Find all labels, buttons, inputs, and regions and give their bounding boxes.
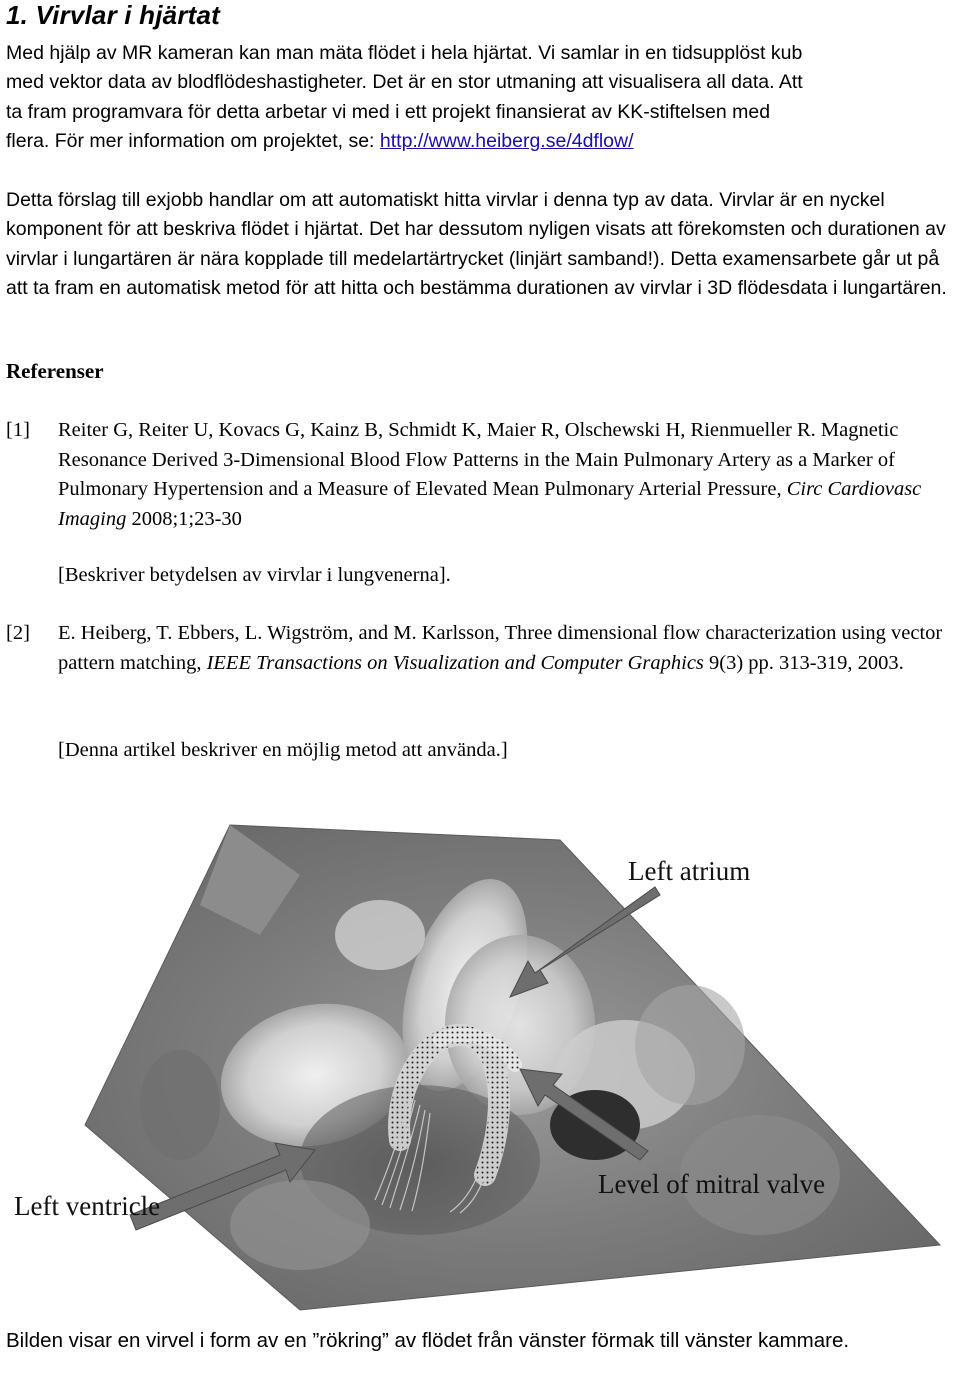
references-heading: Referenser — [6, 359, 104, 383]
reference-note: [Denna artikel beskriver en möjlig metod att använda.] — [58, 739, 508, 761]
intro-paragraph — [6, 39, 956, 156]
label-left-atrium: Left atrium — [628, 856, 751, 886]
section-heading: 1. Virvlar i hjärtat — [6, 0, 221, 30]
project-link[interactable]: http://www.heiberg.se/4dflow/ — [379, 129, 634, 152]
intro-line: Med hjälp av MR kameran kan man mäta flödet i hela hjärtat. Vi samlar in en tidsupplöst kub — [6, 42, 803, 64]
reference-note: [Beskriver betydelsen av virvlar i lungvenerna]. — [58, 564, 451, 586]
heart-mri-figure — [0, 815, 960, 1315]
figure-caption: Bilden visar en virvel i form av en ”rökring” av flödet från vänster förmak till vänster kammare. — [6, 1329, 850, 1352]
intro-line: med vektor data av blodflödeshastigheter. Det är en stor utmaning att visualisera all data. Att — [6, 71, 803, 94]
reference-text: Reiter G, Reiter U, Kovacs G, Kainz B, Schmidt K, Maier R, Olschewski H, Rienmueller R. Magnetic Resonance Derived 3-Dimensional Blood Flow Patterns in the Main Pulmonary Artery as a Marker of Pulmonary Hypertension and a Measure of Elevated Mean Pulmonary Arterial Pressure, Circ Cardiovasc Imaging 2008;1;23-30 — [58, 419, 922, 530]
label-mitral-valve: Level of mitral valve — [598, 1169, 826, 1199]
reference-journal: Circ Cardiovasc Imaging — [58, 478, 922, 530]
reference-journal: IEEE Transactions on Visualization and Computer Graphics — [206, 651, 704, 674]
intro-line: ta fram programvara för detta arbetar vi med i ett projekt finansierat av KK-stiftelsen med — [6, 100, 771, 123]
reference-text: E. Heiberg, T. Ebbers, L. Wigström, and M. Karlsson, Three dimensional flow characterization using vector pattern matching, IEEE Transactions on Visualization and Computer Graphics 9(3) pp. 313-319, 2003. — [58, 622, 943, 674]
proposal-paragraph: Detta förslag till exjobb handlar om att automatiskt hitta virvlar i denna typ av data. Virvlar är en nyckel komponent för att beskriva flödet i hjärtat. Det har dessutom nyligen visats att förekomsten och durationen av virvlar i lungartären är nära kopplade till medelartärtrycket (linjärt samband!). Detta examensarbete går ut på att ta fram en automatisk metod för att hitta och bestämma durationen av virvlar i 3D flödesdata i lungartären. — [6, 189, 947, 299]
label-left-ventricle: Left ventricle — [14, 1191, 161, 1221]
intro-line: flera. För mer information om projektet, se: — [6, 129, 380, 152]
reference-number: [1] — [6, 419, 30, 441]
reference-number: [2] — [6, 622, 30, 644]
